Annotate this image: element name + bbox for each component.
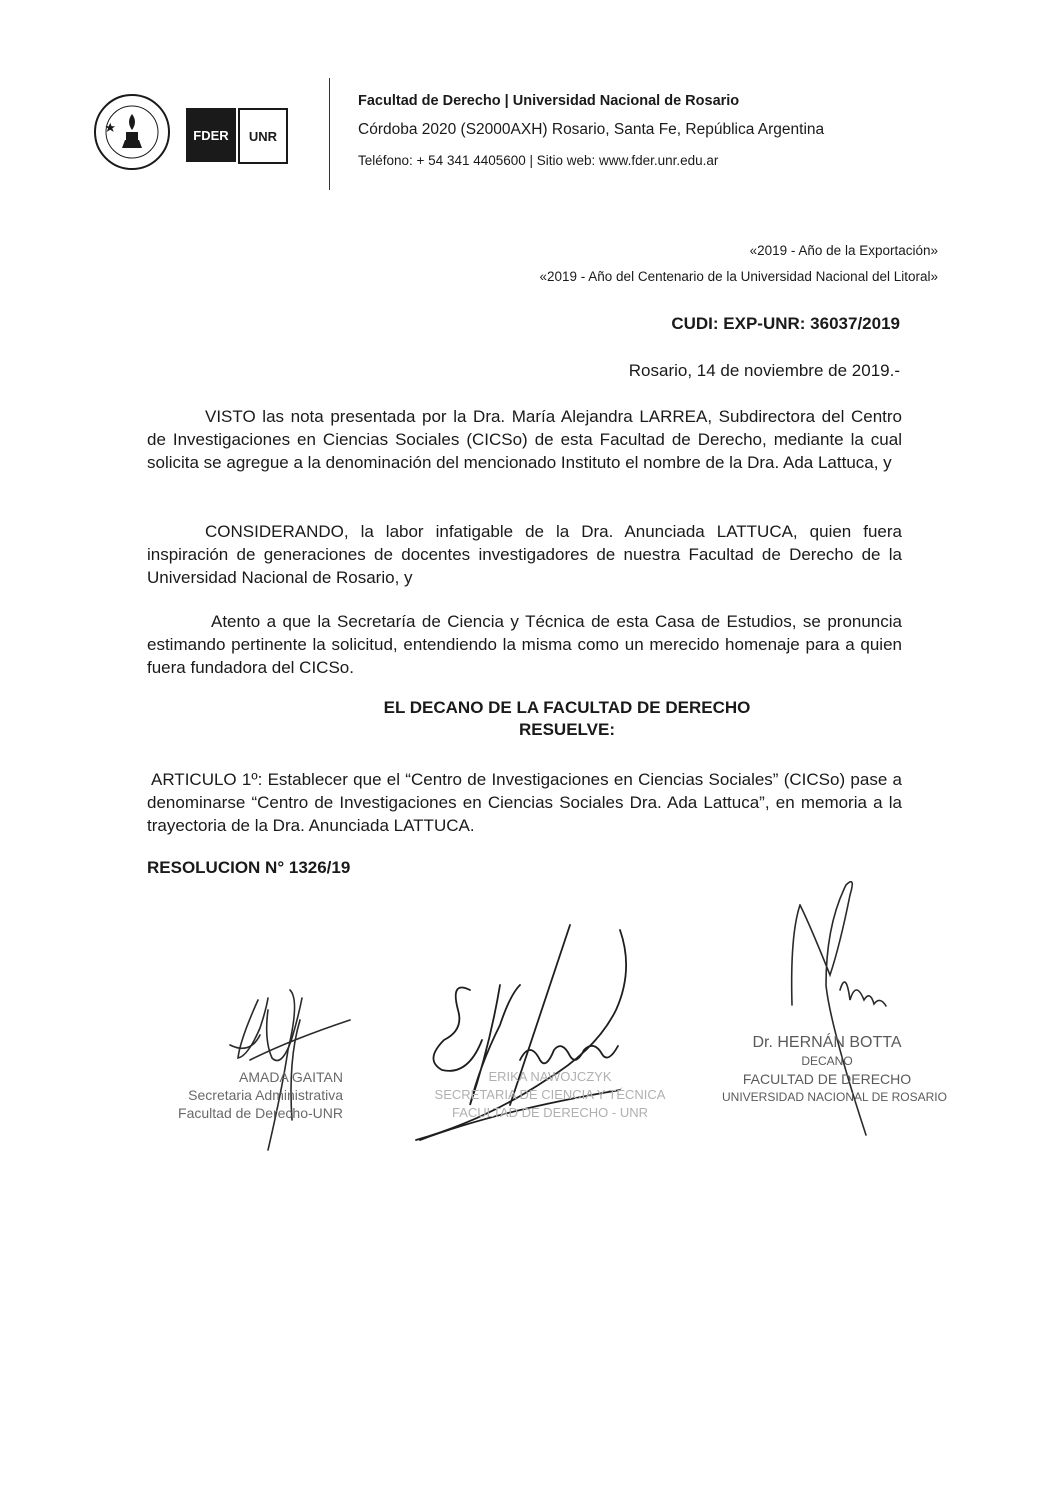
place-date: Rosario, 14 de noviembre de 2019.- — [628, 361, 900, 380]
signer-name: ERIKA NAWOJCZYK — [488, 1069, 612, 1084]
signer-org: FACULTAD DE DERECHO — [742, 1071, 912, 1087]
university-seal-icon — [92, 92, 172, 172]
signature-block-botta — [722, 1034, 947, 1106]
paragraph-considerando: CONSIDERANDO, la labor infatigable de la Dra. Anunciada LATTUCA, quien fuera inspiración de generaciones de docentes investigadores de nuestra Facultad de Derecho de la Universidad Nacional de Rosario, y — [147, 522, 902, 587]
resolution-heading — [147, 697, 987, 741]
header-contact: Teléfono: + 54 341 4405600 | Sitio web: www.fder.unr.edu.ar — [358, 153, 719, 168]
signer-role: DECANO — [801, 1054, 853, 1068]
resolution-number: RESOLUCION N° 1326/19 — [147, 858, 351, 877]
header-divider — [329, 78, 330, 190]
motto-line: «2019 - Año del Centenario de la Universidad Nacional del Litoral» — [539, 269, 938, 284]
signature-block-nawojczyk — [430, 1068, 670, 1122]
signer-role: Secretaria Administrativa — [188, 1087, 343, 1103]
signer-name: AMADA GAITAN — [239, 1069, 343, 1085]
header-institution: Facultad de Derecho | Universidad Nacional de Rosario — [358, 93, 740, 109]
header-address: Córdoba 2020 (S2000AXH) Rosario, Santa Fe, República Argentina — [358, 121, 825, 138]
resolves-heading: RESUELVE: — [518, 720, 616, 739]
fder-logo: FDER — [186, 108, 236, 162]
unr-logo: UNR — [238, 108, 288, 164]
signer-org: Facultad de Derecho-UNR — [178, 1105, 343, 1121]
signer-org: FACULTAD DE DERECHO - UNR — [452, 1105, 648, 1120]
signature-block-gaitan — [168, 1068, 343, 1122]
paragraph-visto: VISTO las nota presentada por la Dra. María Alejandra LARREA, Subdirectora del Centro de Investigaciones en Ciencias Sociales (CICSo) de esta Facultad de Derecho, mediante la cual solicita se agregue a la denominación del mencionado Instituto el nombre de la Dra. Ada Lattuca, y — [147, 407, 902, 472]
signer-name: Dr. HERNÁN BOTTA — [752, 1034, 902, 1051]
article-1: ARTICULO 1º: Establecer que el “Centro de Investigaciones en Ciencias Sociales” (CICSo) pase a denominarse “Centro de Investigaciones en Ciencias Sociales Dra. Ada Lattuca”, en memoria a la trayectoria de la Dra. Anunciada LATTUCA. — [147, 770, 902, 835]
reference-number: CUDI: EXP-UNR: 36037/2019 — [671, 314, 900, 333]
signer-role: SECRETARIA DE CIENCIA Y TÉCNICA — [434, 1087, 666, 1102]
signer-org-2: UNIVERSIDAD NACIONAL DE ROSARIO — [722, 1090, 947, 1104]
dean-heading: EL DECANO DE LA FACULTAD DE DERECHO — [383, 698, 751, 717]
paragraph-atento: Atento a que la Secretaría de Ciencia y Técnica de esta Casa de Estudios, se pronuncia estimando pertinente la solicitud, entendiendo la misma como un merecido homenaje para a quien fuera fundadora del CICSo. — [147, 612, 902, 677]
motto-line: «2019 - Año de la Exportación» — [749, 243, 938, 258]
